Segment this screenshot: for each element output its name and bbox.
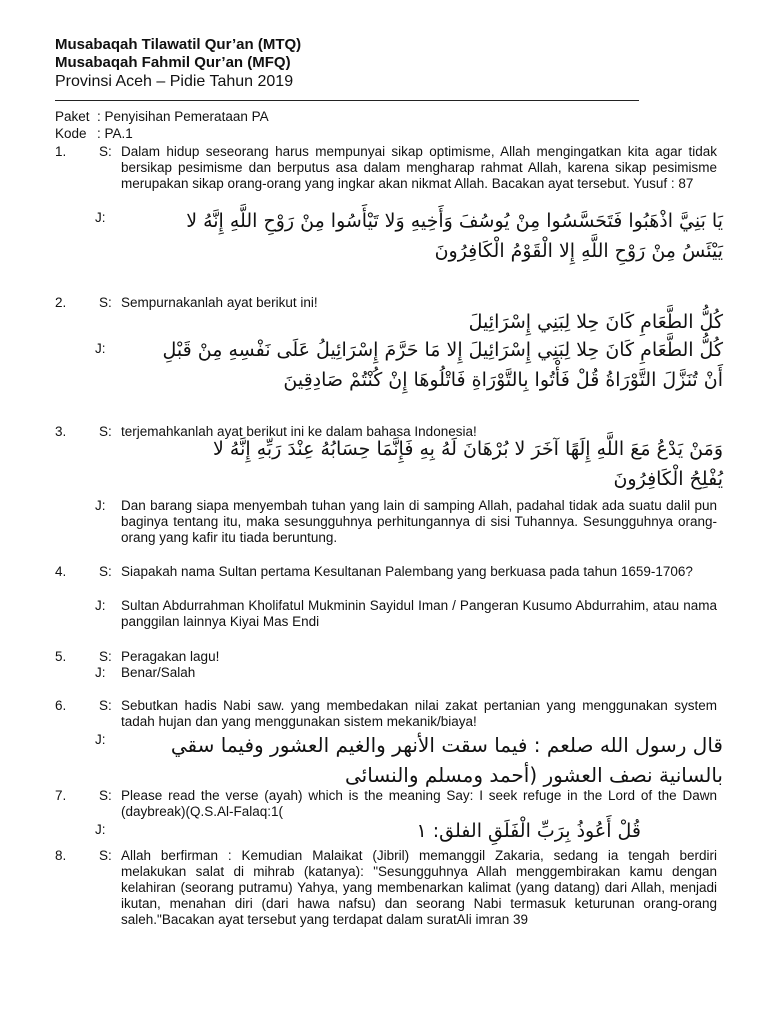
question-arabic-line-2: يُفْلِحُ الْكَافِرُونَ xyxy=(613,468,723,490)
answer-arabic-line-2: يَيْئَسُ مِنْ رَوْحِ اللَّهِ إِلا الْقَوْمُ الْكَافِرُونَ xyxy=(434,240,723,262)
question-text: Sebutkan hadis Nabi saw. yang membedakan nilai zakat pertanian yang menggunakan system tadah hujan dan yang menggunakan sistem mekanik/biaya! xyxy=(121,698,717,729)
question-label: S: xyxy=(99,144,112,159)
answer-label: J: xyxy=(95,665,106,680)
question-label: S: xyxy=(99,564,112,579)
question-text: Sempurnakanlah ayat berikut ini! xyxy=(121,295,318,310)
answer-label: J: xyxy=(95,732,106,747)
question-label: S: xyxy=(99,698,112,713)
paket-value: : Penyisihan Pemerataan PA xyxy=(97,109,269,124)
answer-arabic-line-1: كُلُّ الطَّعَامِ كَانَ حِلا لِبَنِي إِسْرَائِيلَ إِلا مَا حَرَّمَ إِسْرَائِيلُ عَلَى نَفْسِهِ مِنْ قَبْلِ xyxy=(162,339,723,361)
answer-text: Sultan Abdurrahman Kholifatul Mukminin Sayidul Iman / Pangeran Kusumo Abdurrahim, atau nama panggilan lainnya Kiyai Mas Endi xyxy=(121,598,717,629)
question-number: 3. xyxy=(55,424,67,439)
question-number: 5. xyxy=(55,649,67,664)
answer-arabic-line-2: بالسانية نصف العشور (أحمد ومسلم والنسائى xyxy=(345,763,723,787)
question-label: S: xyxy=(99,649,112,664)
answer-arabic-line-1: قال رسول الله صلعم : فيما سقت الأنهر والغيم العشور وفيما سقي xyxy=(170,733,723,757)
answer-label: J: xyxy=(95,210,106,225)
answer-text: Dan barang siapa menyembah tuhan yang lain di samping Allah, padahal tidak ada suatu dalil pun baginya tentang itu, maka sesungguhnya perhitungannya di sisi Tuhannya. Sesungguhnya orang-orang yang kafir itu tiada beruntung. xyxy=(121,498,717,545)
paket-row xyxy=(55,109,269,125)
answer-label: J: xyxy=(95,822,106,837)
question-text: Dalam hidup seseorang harus mempunyai sikap optimisme, Allah mengingatkan kita agar tidak bersikap pesimisme dan berputus asa dalam mengharap rahmat Allah, karena sikap pesimisme merupakan sikap orang-orang yang ingkar akan nikmat Allah. Bacakan ayat tersebut. Yusuf : 87 xyxy=(121,144,717,191)
header-title-mfq: Musabaqah Fahmil Qur’an (MFQ) xyxy=(55,54,291,71)
answer-arabic-line-1: يَا بَنِيَّ اذْهَبُوا فَتَحَسَّسُوا مِنْ يُوسُفَ وَأَخِيهِ وَلا تَيْأَسُوا مِنْ رَوْحِ اللَّهِ إِنَّهُ لا xyxy=(186,210,723,232)
kode-label: Kode xyxy=(55,126,87,141)
question-label: S: xyxy=(99,788,112,803)
question-label: S: xyxy=(99,848,112,863)
document-header xyxy=(55,36,655,91)
answer-label: J: xyxy=(95,341,106,356)
question-number: 1. xyxy=(55,144,67,159)
question-text: terjemahkanlah ayat berikut ini ke dalam bahasa Indonesia! xyxy=(121,424,477,439)
answer-label: J: xyxy=(95,498,106,513)
answer-text: Benar/Salah xyxy=(121,665,196,680)
answer-arabic: قُلْ أَعُوذُ بِرَبِّ الْفَلَقِ الفلق: ١ xyxy=(416,820,641,842)
question-text: Siapakah nama Sultan pertama Kesultanan Palembang yang berkuasa pada tahun 1659-1706? xyxy=(121,564,693,579)
kode-value: : PA.1 xyxy=(97,126,133,141)
question-arabic: كُلُّ الطَّعَامِ كَانَ حِلا لِبَنِي إِسْرَائِيلَ xyxy=(468,311,723,333)
question-text: Peragakan lagu! xyxy=(121,649,220,664)
question-label: S: xyxy=(99,295,112,310)
header-subtitle: Provinsi Aceh – Pidie Tahun 2019 xyxy=(55,73,294,90)
kode-row xyxy=(55,126,133,142)
header-title-mtq: Musabaqah Tilawatil Qur’an (MTQ) xyxy=(55,36,302,53)
question-number: 6. xyxy=(55,698,67,713)
question-arabic-line-1: وَمَنْ يَدْعُ مَعَ اللَّهِ إِلَهًا آخَرَ لا بُرْهَانَ لَهُ بِهِ فَإِنَّمَا حِسَابُهُ عِنْدَ رَبِّهِ إِنَّهُ لا xyxy=(213,438,723,460)
paket-label: Paket xyxy=(55,109,90,124)
question-text: Allah berfirman : Kemudian Malaikat (Jibril) memanggil Zakaria, sedang ia tengah berdiri melakukan salat di mihrab (katanya): "Sesungguhnya Allah menggembirakan kamu dengan kelahiran (seorang putramu) Yahya, yang membenarkan kalimat (yang datang) dari Allah, menjadi ikutan, menahan diri (dari hawa nafsu) dan seorang Nabi termasuk keturunan orang-orang saleh."Bacakan ayat tersebut yang terdapat dalam suratAli imran 39 xyxy=(121,848,717,927)
question-label: S: xyxy=(99,424,112,439)
question-number: 7. xyxy=(55,788,67,803)
answer-arabic-line-2: أَنْ تُنَزَّلَ التَّوْرَاةُ قُلْ فَأْتُوا بِالتَّوْرَاةِ فَاتْلُوهَا إِنْ كُنْتُمْ صَادِقِينَ xyxy=(283,369,723,391)
question-number: 2. xyxy=(55,295,67,310)
header-divider xyxy=(55,100,639,101)
question-text: Please read the verse (ayah) which is the meaning Say: I seek refuge in the Lord of the Dawn (daybreak)(Q.S.Al-Falaq:1( xyxy=(121,788,717,819)
question-number: 8. xyxy=(55,848,67,863)
answer-label: J: xyxy=(95,598,106,613)
question-number: 4. xyxy=(55,564,67,579)
